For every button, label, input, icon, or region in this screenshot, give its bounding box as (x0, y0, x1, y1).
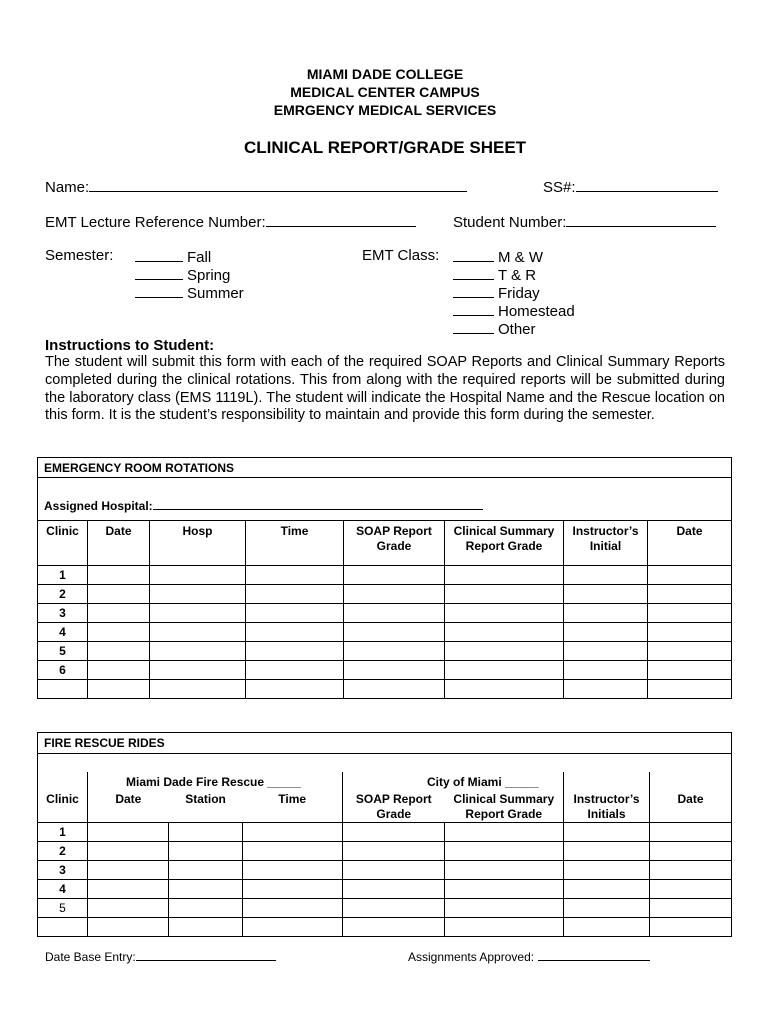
table-cell[interactable] (445, 917, 564, 936)
table-cell[interactable] (169, 898, 243, 917)
table-cell[interactable] (243, 841, 343, 860)
table-row (38, 604, 732, 623)
table-row (38, 623, 732, 642)
row-number: 2 (38, 841, 88, 860)
class-blank[interactable] (453, 265, 494, 280)
semester-blank[interactable] (135, 283, 183, 298)
emt-ref-label: EMT Lecture Reference Number: (45, 214, 266, 231)
class-blank[interactable] (453, 283, 494, 298)
student-number-line[interactable] (566, 211, 716, 227)
table-cell[interactable] (445, 841, 564, 860)
class-option[interactable] (453, 283, 540, 302)
col-date: Date (115, 791, 142, 806)
date-base-entry-line[interactable] (136, 948, 276, 961)
table-row (38, 680, 732, 699)
table-cell[interactable] (445, 642, 564, 661)
table-cell[interactable] (169, 860, 243, 879)
table-cell[interactable] (246, 680, 344, 699)
semester-option-label: Fall (187, 249, 212, 266)
col-instructor-initials: Instructor’s Initials (564, 772, 650, 823)
class-option[interactable] (453, 247, 543, 266)
class-option-label: Friday (498, 285, 540, 302)
table-cell[interactable] (246, 623, 344, 642)
com-group (343, 772, 564, 823)
semester-label: Semester: (45, 247, 114, 264)
class-option[interactable] (453, 301, 575, 320)
com-label[interactable]: City of Miami _____ (427, 774, 539, 789)
table-cell[interactable] (445, 566, 564, 585)
table-cell[interactable] (88, 642, 150, 661)
campus-name: MEDICAL CENTER CAMPUS (290, 84, 480, 100)
semester-option-label: Spring (187, 267, 231, 284)
mdfr-label[interactable]: Miami Dade Fire Rescue _____ (126, 774, 301, 789)
table-cell[interactable] (246, 585, 344, 604)
emt-ref-line[interactable] (266, 211, 416, 227)
row-number: 3 (38, 860, 88, 879)
table-cell[interactable] (88, 661, 150, 680)
class-blank[interactable] (453, 319, 494, 334)
table-cell[interactable] (445, 680, 564, 699)
row-number: 5 (38, 898, 88, 917)
class-option-label: M & W (498, 249, 543, 266)
table-cell[interactable] (564, 822, 650, 841)
table-cell[interactable] (445, 604, 564, 623)
college-name: MIAMI DADE COLLEGE (306, 66, 464, 82)
table-cell[interactable] (343, 860, 445, 879)
table-row (38, 642, 732, 661)
col-date-2: Date (648, 521, 732, 566)
table-cell[interactable] (88, 898, 169, 917)
col-station: Station (185, 791, 226, 806)
table-cell[interactable] (169, 879, 243, 898)
row-number: 1 (38, 566, 88, 585)
table-cell[interactable] (150, 566, 246, 585)
col-soap-grade: SOAP Report Grade (344, 521, 445, 566)
assignments-approved-label: Assignments Approved: (408, 950, 535, 964)
table-cell[interactable] (88, 680, 150, 699)
table-cell[interactable] (344, 680, 445, 699)
table-cell[interactable] (88, 822, 169, 841)
semester-option[interactable] (135, 247, 211, 266)
table-cell[interactable] (445, 898, 564, 917)
table-cell[interactable] (343, 841, 445, 860)
table-cell[interactable] (88, 917, 169, 936)
table-cell[interactable] (650, 917, 732, 936)
table-cell[interactable] (150, 680, 246, 699)
col-time: Time (246, 521, 344, 566)
table-row (38, 841, 732, 860)
table-cell[interactable] (88, 879, 169, 898)
table-cell[interactable] (650, 898, 732, 917)
date-base-entry-field[interactable] (45, 948, 276, 964)
table-cell[interactable] (648, 566, 732, 585)
table-cell[interactable] (648, 604, 732, 623)
row-number (38, 917, 88, 936)
table-cell[interactable] (246, 661, 344, 680)
assignments-approved-line[interactable] (538, 948, 650, 961)
class-option-label: Homestead (498, 303, 575, 320)
table-cell[interactable] (243, 860, 343, 879)
table-cell[interactable] (344, 604, 445, 623)
table-cell[interactable] (648, 661, 732, 680)
department-name: EMRGENCY MEDICAL SERVICES (273, 102, 497, 118)
ss-label: SS#: (543, 179, 576, 196)
row-number: 6 (38, 661, 88, 680)
row-number: 3 (38, 604, 88, 623)
row-number: 2 (38, 585, 88, 604)
row-number (38, 680, 88, 699)
fire-spacer (38, 754, 732, 772)
table-cell[interactable] (445, 879, 564, 898)
table-cell[interactable] (648, 623, 732, 642)
instructions-heading: Instructions to Student: (45, 337, 215, 354)
table-cell[interactable] (243, 879, 343, 898)
table-row (38, 566, 732, 585)
table-cell[interactable] (243, 898, 343, 917)
table-row (38, 879, 732, 898)
table-cell[interactable] (343, 917, 445, 936)
table-row (38, 860, 732, 879)
table-cell[interactable] (650, 841, 732, 860)
table-cell[interactable] (343, 822, 445, 841)
col-date: Date (88, 521, 150, 566)
semester-blank[interactable] (135, 247, 183, 262)
emt-class-label: EMT Class: (362, 247, 440, 264)
semester-option-label: Summer (187, 285, 244, 302)
col-clinical-summary-grade: Clinical Summary Report Grade (453, 791, 555, 821)
er-table-title: EMERGENCY ROOM ROTATIONS (38, 458, 732, 478)
date-base-entry-label: Date Base Entry: (45, 950, 136, 964)
student-number-field[interactable] (453, 211, 716, 231)
semester-option[interactable] (135, 283, 244, 302)
table-cell[interactable] (169, 822, 243, 841)
table-cell[interactable] (88, 585, 150, 604)
table-cell[interactable] (648, 642, 732, 661)
table-cell[interactable] (343, 898, 445, 917)
table-cell[interactable] (648, 585, 732, 604)
table-cell[interactable] (88, 623, 150, 642)
table-row (38, 585, 732, 604)
table-cell[interactable] (650, 860, 732, 879)
student-number-label: Student Number: (453, 214, 567, 231)
table-cell[interactable] (243, 917, 343, 936)
class-option[interactable] (453, 319, 536, 338)
table-cell[interactable] (445, 661, 564, 680)
table-cell[interactable] (344, 623, 445, 642)
mdfr-group (88, 772, 343, 823)
page-title: CLINICAL REPORT/GRADE SHEET (243, 138, 527, 157)
class-option[interactable] (453, 265, 536, 284)
instructions-text: The student will submit this form with each of the required SOAP Reports and Clinical Summary Reports completed during the clinical rotations. This from along with the required reports will be submitted during the laboratory class (EMS 1119L). The student will indicate the Hospital Name and the Rescue location on this form. It is the student’s responsibility to maintain and provide this form during the semester. (45, 354, 725, 424)
table-cell[interactable] (344, 661, 445, 680)
table-cell[interactable] (564, 642, 648, 661)
table-cell[interactable] (564, 623, 648, 642)
name-line[interactable] (89, 176, 467, 192)
table-cell[interactable] (564, 860, 650, 879)
table-row (38, 898, 732, 917)
assigned-hospital-line[interactable] (153, 496, 483, 510)
table-cell[interactable] (150, 642, 246, 661)
table-cell[interactable] (88, 604, 150, 623)
fire-rescue-table (37, 732, 732, 937)
table-row (38, 661, 732, 680)
table-cell[interactable] (650, 879, 732, 898)
name-field[interactable] (45, 176, 467, 196)
assignments-approved-field[interactable] (408, 948, 650, 964)
class-option-label: T & R (498, 267, 537, 284)
table-cell[interactable] (650, 822, 732, 841)
class-blank[interactable] (453, 301, 494, 316)
ss-field[interactable] (543, 176, 718, 196)
table-cell[interactable] (150, 604, 246, 623)
class-option-label: Other (498, 321, 536, 338)
table-row (38, 822, 732, 841)
col-instructor-initial: Instructor’s Initial (564, 521, 648, 566)
table-cell[interactable] (150, 661, 246, 680)
table-cell[interactable] (246, 604, 344, 623)
class-blank[interactable] (453, 247, 494, 262)
table-cell[interactable] (243, 822, 343, 841)
table-cell[interactable] (445, 860, 564, 879)
col-date-2: Date (650, 772, 732, 823)
semester-option[interactable] (135, 265, 230, 284)
table-cell[interactable] (169, 841, 243, 860)
col-soap-grade: SOAP Report Grade (355, 791, 432, 821)
er-rotations-table (37, 457, 732, 699)
table-cell[interactable] (344, 566, 445, 585)
table-cell[interactable] (648, 680, 732, 699)
table-cell[interactable] (88, 841, 169, 860)
col-clinical-summary-grade: Clinical Summary Report Grade (445, 521, 564, 566)
table-cell[interactable] (445, 623, 564, 642)
col-clinic: Clinic (38, 772, 88, 823)
row-number: 4 (38, 879, 88, 898)
table-cell[interactable] (344, 585, 445, 604)
table-cell[interactable] (88, 860, 169, 879)
col-clinic: Clinic (38, 521, 88, 566)
table-cell[interactable] (445, 585, 564, 604)
table-cell[interactable] (564, 841, 650, 860)
table-cell[interactable] (246, 642, 344, 661)
row-number: 5 (38, 642, 88, 661)
table-cell[interactable] (445, 822, 564, 841)
name-label: Name: (45, 179, 90, 196)
table-cell[interactable] (564, 680, 648, 699)
semester-blank[interactable] (135, 265, 183, 280)
table-cell[interactable] (564, 879, 650, 898)
table-cell[interactable] (88, 566, 150, 585)
assigned-hospital-label: Assigned Hospital: (44, 498, 153, 513)
table-cell[interactable] (564, 566, 648, 585)
col-time: Time (278, 791, 307, 806)
row-number: 4 (38, 623, 88, 642)
table-cell[interactable] (169, 917, 243, 936)
emt-ref-field[interactable] (45, 211, 416, 231)
table-cell[interactable] (564, 661, 648, 680)
table-cell[interactable] (150, 623, 246, 642)
fire-table-title: FIRE RESCUE RIDES (38, 733, 732, 754)
table-cell[interactable] (246, 566, 344, 585)
table-cell[interactable] (564, 604, 648, 623)
assigned-hospital-field[interactable] (38, 478, 732, 521)
table-cell[interactable] (343, 879, 445, 898)
col-hosp: Hosp (150, 521, 246, 566)
row-number: 1 (38, 822, 88, 841)
table-cell[interactable] (150, 585, 246, 604)
ss-line[interactable] (576, 176, 718, 192)
table-cell[interactable] (564, 898, 650, 917)
table-row (38, 917, 732, 936)
table-cell[interactable] (564, 585, 648, 604)
table-cell[interactable] (564, 917, 650, 936)
table-cell[interactable] (344, 642, 445, 661)
